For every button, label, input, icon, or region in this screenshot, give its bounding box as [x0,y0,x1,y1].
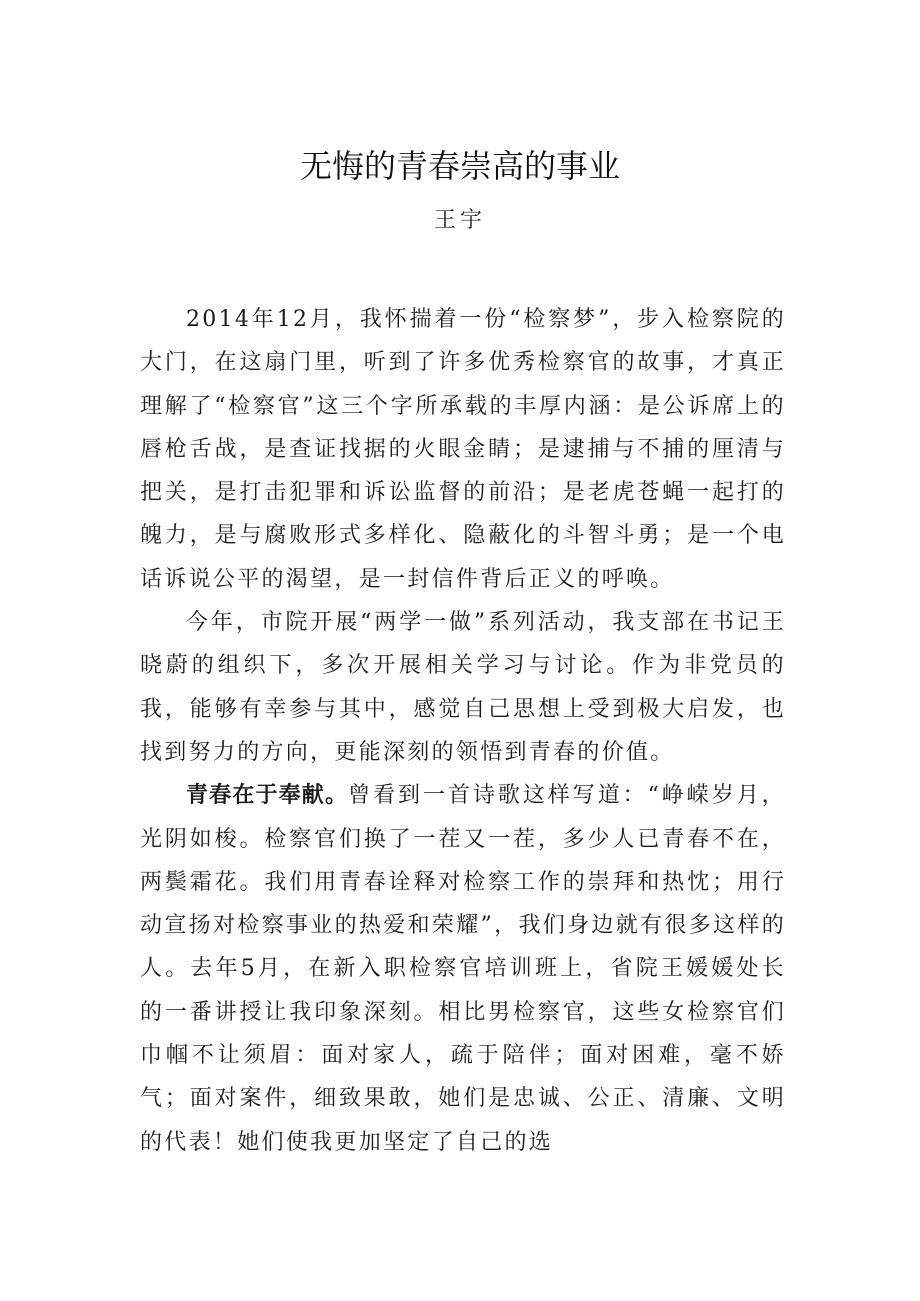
paragraph-2-text: 今年，市院开展“两学一做”系列活动，我支部在书记王晓蔚的组织下，多次开展相关学习与讨论。作为非党员的我，能够有幸参与其中，感觉自己思想上受到极大启发，也找到努力的方向，更能深刻的领悟到青春的价值。 [140,610,786,765]
paragraph-1 [140,298,786,601]
document-body [140,298,786,1164]
paragraph-3-text: 曾看到一首诗歌这样写道：“峥嵘岁月，光阴如梭。检察官们换了一茬又一茬，多少人已青春不在，两鬓霜花。我们用青春诠释对检察工作的崇拜和热忱；用行动宣扬对检察事业的热爱和荣耀”，我们身边就有很多这样的人。去年5月，在新入职检察官培训班上，省院王媛媛处长的一番讲授让我印象深刻。相比男检察官，这些女检察官们巾帼不让须眉：面对家人，疏于陪伴；面对困难，毫不娇气；面对案件，细致果敢，她们是忠诚、公正、清廉、文明的代表！她们使我更加坚定了自己的选 [140,783,786,1155]
paragraph-2 [140,601,786,774]
document-author: 王宇 [433,208,486,233]
document-title: 无悔的青春崇高的事业 [299,147,620,185]
paragraph-3-lead: 青春在于奉献。 [186,783,349,809]
paragraph-3 [140,774,786,1164]
paragraph-1-text: 2014年12月，我怀揣着一份“检察梦”，步入检察院的大门，在这扇门里，听到了许多优秀检察官的故事，才真正理解了“检察官”这三个字所承载的丰厚内涵：是公诉席上的唇枪舌战，是查证找据的火眼金睛；是逮捕与不捕的厘清与把关，是打击犯罪和诉讼监督的前沿；是老虎苍蝇一起打的魄力，是与腐败形式多样化、隐蔽化的斗智斗勇；是一个电话诉说公平的渴望，是一封信件背后正义的呼唤。 [140,307,786,592]
